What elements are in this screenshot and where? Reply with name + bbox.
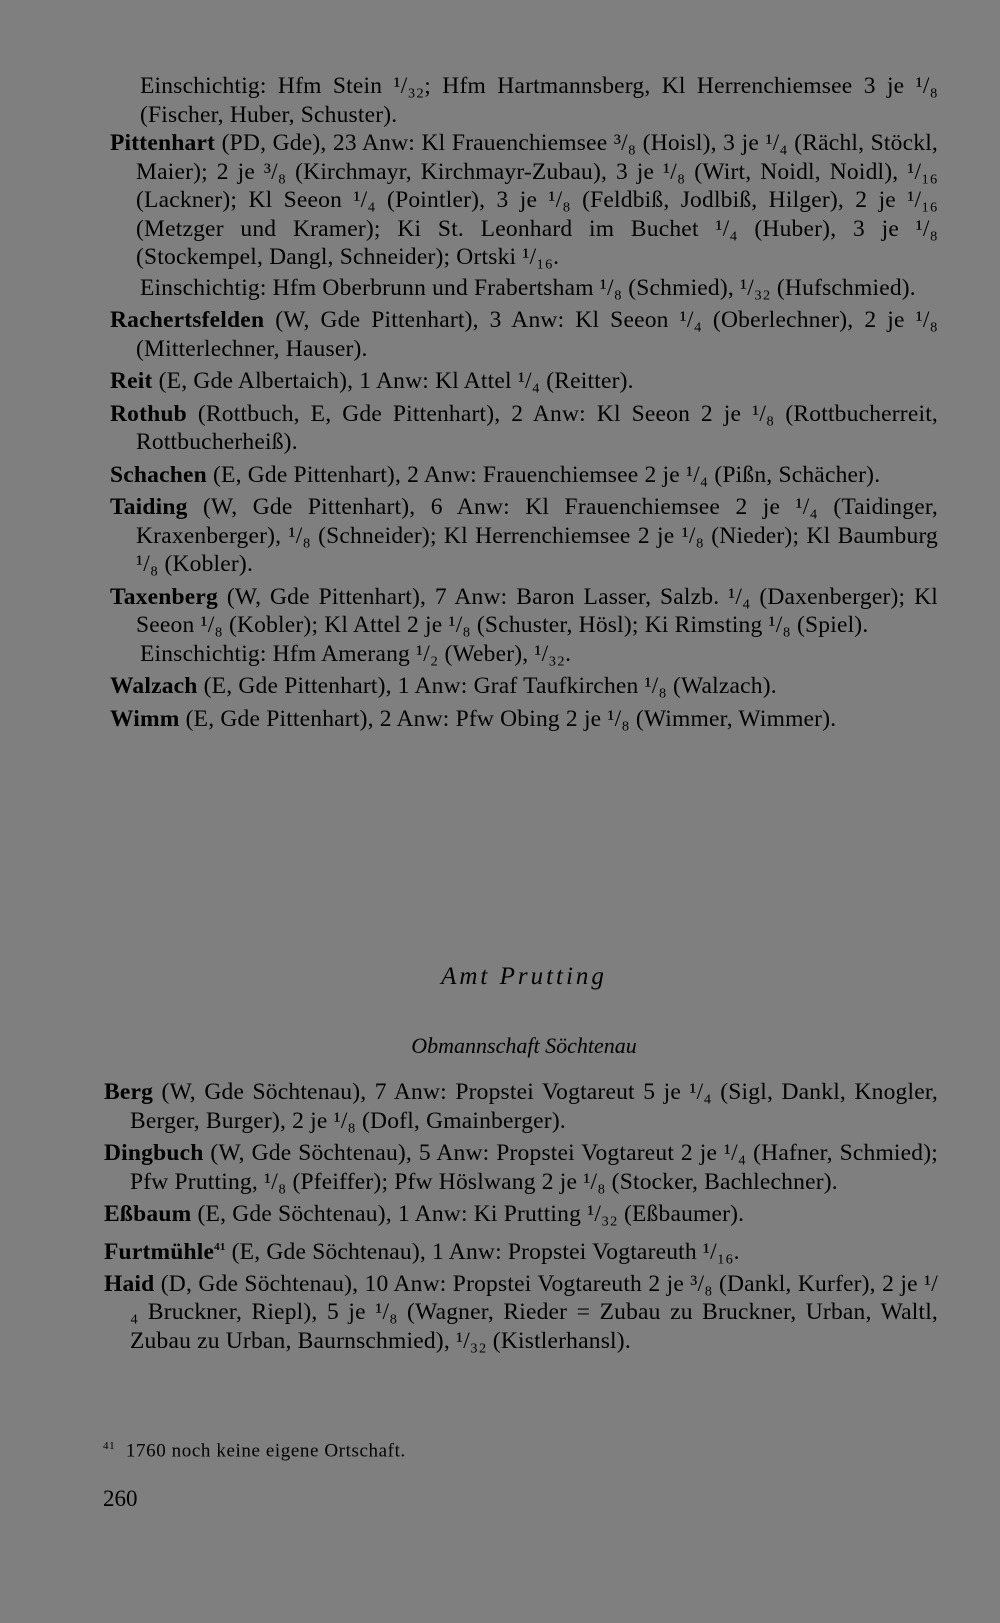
place-name: Dingbuch: [104, 1140, 204, 1166]
entry-text: (W, Gde Pittenhart), 7 Anw: Baron Lasser, Salzb. ¹/₄ (Daxenberger); Kl Seeon ¹/₈ (Kobler); Kl Attel 2 je ¹/₈ (Schuster, Hösl); Ki Rimsting ¹/₈ (Spiel).: [136, 583, 938, 638]
place-name: Taxenberg: [110, 583, 218, 610]
entry-text: (E, Gde Pittenhart), 2 Anw: Frauenchiemsee 2 je ¹/₄ (Pißn, Schächer).: [206, 461, 881, 488]
upper-text-block: [110, 72, 938, 733]
lower-text-block: [104, 1078, 938, 1355]
entry-taxenberg: [110, 583, 938, 640]
section-title-amt: Amt Prutting: [441, 963, 607, 990]
entry-reit: [110, 367, 938, 396]
place-name: Berg: [104, 1079, 154, 1105]
place-name: Rachertsfelden: [110, 307, 265, 333]
footnote-mark: 41: [103, 1440, 116, 1452]
entry-text: (PD, Gde), 23 Anw: Kl Frauenchiemsee ³/₈ (Hoisl), 3 je ¹/₄ (Rächl, Stöckl, Maier); 2 je ³/₈ (Kirchmayr, Kirchmayr-Zubau), 3 je ¹/₈ (Wirt, Noidl, Noidl), ¹/₁₆ (Lackner); Kl Seeon ¹/₄ (Pointler), 3 je ¹/₈ (Feldbiß, Jodlbiß, Hilger), 2 je ¹/₁₆ (Metzger und Kramer); Ki St. Leonhard im Buchet ¹/₄ (Huber), 3 je ¹/₈ (Stockempel, Dangl, Schneider); Ortski ¹/₁₆.: [136, 130, 938, 270]
entry-text: (W, Gde Pittenhart), 6 Anw: Kl Frauenchiemsee 2 je ¹/₄ (Taidinger, Kraxenberger), ¹/₈ (Schneider); Kl Herrenchiemsee 2 je ¹/₈ (Nieder); Kl Baumburg ¹/₈ (Kobler).: [136, 494, 938, 577]
place-name: Rothub: [110, 400, 187, 427]
entry-text: (E, Gde Albertaich), 1 Anw: Kl Attel ¹/₄ (Reitter).: [152, 368, 634, 394]
subsection-title-obmannschaft: Obmannschaft Söchtenau: [411, 1033, 637, 1058]
place-name: Walzach: [110, 673, 198, 699]
einschichtig-amerang: Einschichtig: Hfm Amerang ¹/₂ (Weber), ¹/₃₂.: [140, 640, 572, 667]
place-name: Schachen: [110, 461, 207, 488]
page-number: 260: [103, 1486, 138, 1511]
place-name: Reit: [110, 368, 153, 394]
entry-rothub: [110, 400, 938, 457]
footnote-text: 1760 noch keine eigene Ortschaft.: [125, 1440, 406, 1462]
entry-taiding: [110, 493, 938, 579]
entry-haid: [104, 1270, 938, 1356]
entry-dingbuch: [104, 1139, 938, 1196]
entry-furtmuehle: [104, 1233, 938, 1266]
footnote: [103, 1440, 803, 1462]
entry-text: (Rottbuch, E, Gde Pittenhart), 2 Anw: Kl Seeon 2 je ¹/₈ (Rottbucherreit, Rottbucherheiß).: [136, 400, 938, 455]
entry-text: (E, Gde Söchtenau), 1 Anw: Ki Prutting ¹/₃₂ (Eßbaumer).: [191, 1201, 745, 1227]
place-name: Haid: [104, 1270, 155, 1297]
place-name: Eßbaum: [104, 1201, 192, 1227]
einschichtig-stein: Einschichtig: Hfm Stein ¹/₃₂; Hfm Hartmannsberg, Kl Herrenchiemsee 3 je ¹/₈ (Fischer, Huber, Schuster).: [140, 73, 938, 128]
footnote-reference[interactable]: 41: [214, 1240, 226, 1253]
entry-wimm: [110, 705, 938, 734]
entry-text: (E, Gde Söchtenau), 1 Anw: Propstei Vogtareuth ¹/₁₆.: [225, 1238, 740, 1265]
entry-text: (D, Gde Söchtenau), 10 Anw: Propstei Vogtareuth 2 je ³/₈ (Dankl, Kurfer), 2 je ¹/₄ Bruckner, Riepl), 5 je ¹/₈ (Wagner, Rieder = Zubau zu Bruckner, Urban, Waltl, Zubau zu Urban, Baurnschmied), ¹/₃₂ (Kistlerhansl).: [130, 1270, 938, 1354]
entry-text: (E, Gde Pittenhart), 2 Anw: Pfw Obing 2 je ¹/₈ (Wimmer, Wimmer).: [179, 705, 837, 732]
entry-essbaum: [104, 1200, 938, 1229]
place-name: Furtmühle: [104, 1238, 215, 1265]
entry-pittenhart: [110, 129, 938, 272]
einschichtig-oberbrunn: Einschichtig: Hfm Oberbrunn und Frabertsham ¹/₈ (Schmied), ¹/₃₂ (Hufschmied).: [140, 274, 916, 301]
entry-text: (E, Gde Pittenhart), 1 Anw: Graf Taufkirchen ¹/₈ (Walzach).: [197, 673, 777, 699]
entry-text: (W, Gde Pittenhart), 3 Anw: Kl Seeon ¹/₄ (Oberlechner), 2 je ¹/₈ (Mitterlechner, Hauser).: [136, 307, 938, 362]
entry-berg: [104, 1078, 938, 1135]
place-name: Wimm: [110, 705, 180, 732]
entry-rachertsfelden: [110, 306, 938, 363]
place-name: Taiding: [110, 494, 188, 520]
entry-walzach: [110, 672, 938, 701]
entry-text: (W, Gde Söchtenau), 5 Anw: Propstei Vogtareut 2 je ¹/₄ (Hafner, Schmied); Pfw Prutting, ¹/₈ (Pfeiffer); Pfw Höslwang 2 je ¹/₈ (Stocker, Bachlechner).: [130, 1140, 938, 1195]
place-name: Pittenhart: [110, 130, 216, 156]
entry-text: (W, Gde Söchtenau), 7 Anw: Propstei Vogtareut 5 je ¹/₄ (Sigl, Dankl, Knogler, Berger, Burger), 2 je ¹/₈ (Dofl, Gmainberger).: [130, 1079, 938, 1134]
entry-schachen: [110, 461, 938, 490]
